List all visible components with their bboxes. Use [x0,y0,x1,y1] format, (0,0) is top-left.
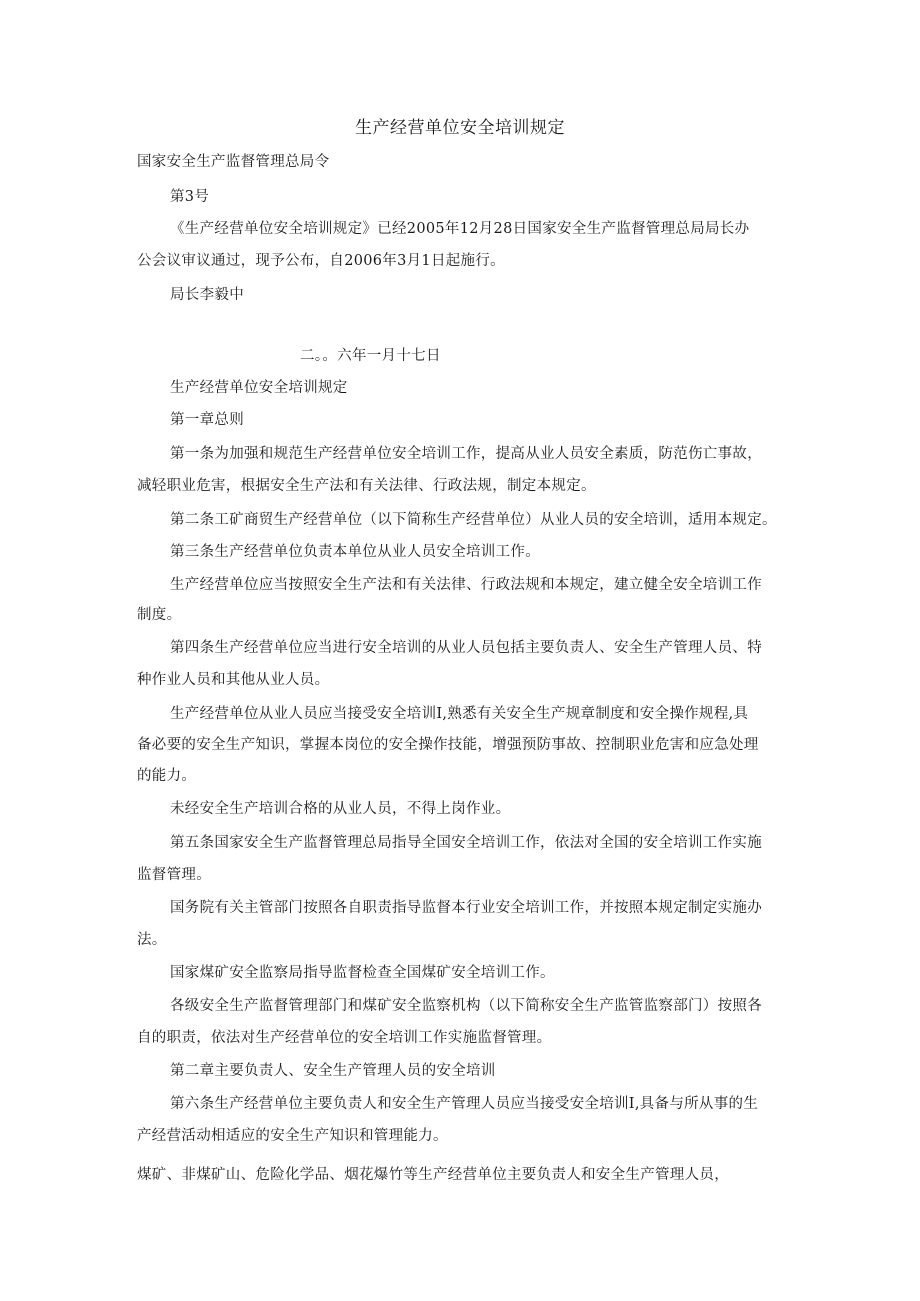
article-4-para-line-3: 的能力。 [137,768,197,784]
article-6-line-2: 产经营活动相适应的安全生产知识和管理能力。 [137,1128,448,1144]
intro-line-1: 《生产经营单位安全培训规定》已经2005年12月28日国家安全生产监督管理总局局长办 [170,221,750,237]
article-1-line-2: 减轻职业危害，根据安全生产法和有关法律、行政法规，制定本规定。 [137,478,596,494]
article-1-line-1: 第一条为加强和规范生产经营单位安全培训工作，提高从业人员安全素质，防范伤亡事故， [170,446,762,462]
article-4-para-line-2: 备必要的安全生产知识，掌握本岗位的安全操作技能，增强预防事故、控制职业危害和应急处理 [137,737,759,753]
article-5-para-3-line-2: 自的职责，依法对生产经营单位的安全培训工作实施监督管理。 [137,1030,552,1046]
article-4-line-2: 种作业人员和其他从业人员。 [137,672,330,688]
document-title: 生产经营单位安全培训规定 [355,118,565,138]
chapter-2-heading: 第二章主要负责人、安全生产管理人员的安全培训 [170,1063,496,1079]
chapter-1-heading: 第一章总则 [170,412,244,428]
article-4-para-2: 未经安全生产培训合格的从业人员，不得上岗作业。 [170,801,511,817]
article-4-para-line-1: 生产经营单位从业人员应当接受安全培训I,熟悉有关安全生产规章制度和安全操作规程,具 [170,706,749,722]
signatory: 局长李毅中 [170,287,244,303]
article-5-para-1-line-2: 法。 [137,932,167,948]
order-number: 第3号 [170,189,210,205]
article-6-para-1: 煤矿、非煤矿山、危险化学品、烟花爆竹等生产经营单位主要负责人和安全生产管理人员， [137,1167,729,1183]
article-3-para-line-2: 制度。 [137,607,182,623]
article-5-line-2: 监督管理。 [137,867,211,883]
article-3: 第三条生产经营单位负责本单位从业人员安全培训工作。 [170,544,540,560]
article-5-para-2: 国家煤矿安全监察局指导监督检查全国煤矿安全培训工作。 [170,965,555,981]
issue-date: 二。。六年一月十七日 [300,348,441,364]
intro-line-2: 公会议审议通过，现予公布，自2006年3月1日起施行。 [137,253,505,269]
regulation-subtitle: 生产经营单位安全培训规定 [170,380,348,396]
issuer-line: 国家安全生产监督管理总局令 [137,154,330,170]
article-5-line-1: 第五条国家安全生产监督管理总局指导全国安全培训工作，依法对全国的安全培训工作实施 [170,835,762,851]
article-5-para-1-line-1: 国务院有关主管部门按照各自职责指导监督本行业安全培训工作，并按照本规定制定实施办 [170,900,762,916]
article-3-para-line-1: 生产经营单位应当按照安全生产法和有关法律、行政法规和本规定，建立健全安全培训工作 [170,577,762,593]
article-5-para-3-line-1: 各级安全生产监督管理部门和煤矿安全监察机构（以下简称安全生产监管监察部门）按照各 [170,998,762,1014]
article-6-line-1: 第六条生产经营单位主要负责人和安全生产管理人员应当接受安全培训I,具备与所从事的生 [170,1096,759,1112]
article-4-line-1: 第四条生产经营单位应当进行安全培训的从业人员包括主要负责人、安全生产管理人员、特 [170,640,762,656]
article-2: 第二条工矿商贸生产经营单位（以下简称生产经营单位）从业人员的安全培训，适用本规定。 [170,512,777,528]
